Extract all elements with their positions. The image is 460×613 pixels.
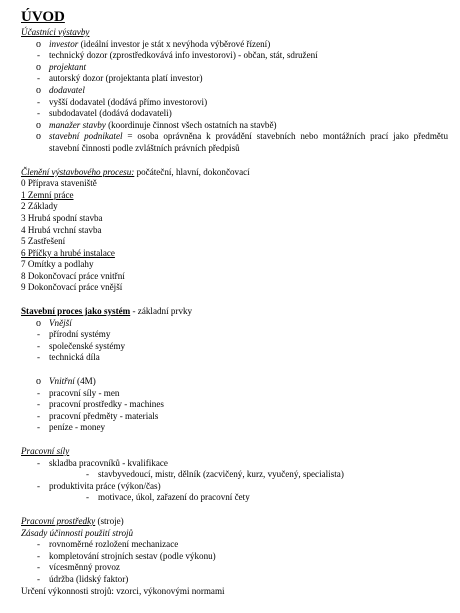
dash-marker: - <box>86 469 90 480</box>
term: manažer stavby <box>49 119 106 130</box>
dash-marker: - <box>37 340 41 351</box>
term: projektant <box>49 61 87 72</box>
phase-item: 8 Dokončovací práce vnitřní <box>21 270 125 281</box>
list-item <box>21 352 452 364</box>
bullet-marker: o <box>36 317 41 329</box>
item-text: technický dozor (zprostředkovává info investorovi) - občan, stát, sdružení <box>49 50 318 61</box>
heading-text: Členění výstavbového procesu: <box>21 166 135 177</box>
phase-item: 3 Hrubá spodní stavba <box>21 212 103 223</box>
phase-item: 6 Příčky a hrubé instalace <box>21 247 115 258</box>
heading-rest: počáteční, hlavní, dokončovací <box>134 166 250 177</box>
item-text: rovnoměrné rozložení mechanizace <box>49 539 179 550</box>
dash-marker: - <box>86 492 90 503</box>
list-item <box>21 62 452 74</box>
item-text: (ideální investor je stát x nevýhoda výběrové řízení) <box>78 38 271 49</box>
list-item <box>21 399 452 411</box>
list-item <box>21 318 452 330</box>
list-item <box>21 97 452 109</box>
bullet-marker: o <box>36 84 41 96</box>
dash-marker: - <box>37 422 41 433</box>
term: Vnitřní <box>49 376 75 387</box>
list-item <box>21 539 452 551</box>
section-heading-system <box>21 306 452 318</box>
item-text: kompletování strojních sestav (podle výkonu) <box>49 550 216 561</box>
dash-marker: - <box>37 550 41 561</box>
dash-marker: - <box>37 399 41 410</box>
bullet-marker: o <box>36 131 41 143</box>
page-title: ÚVOD <box>21 9 65 25</box>
item-text: (koordinuje činnost všech ostatních na stavbě) <box>105 119 277 130</box>
list-item <box>21 73 452 85</box>
heading-rest: - základní prvky <box>130 306 193 317</box>
item-text: pracovní předměty - materials <box>49 410 159 421</box>
term: dodavatel <box>49 84 85 95</box>
phase-item: 7 Omítky a podlahy <box>21 259 94 270</box>
list-item <box>21 388 452 400</box>
dash-marker: - <box>37 352 41 363</box>
dash-marker: - <box>37 50 41 61</box>
phase-item: 2 Základy <box>21 201 58 212</box>
spacer <box>21 155 452 167</box>
item-text: stavbyvedoucí, mistr, dělník (zacvičený, kurz, vyučený, specialista) <box>98 469 344 480</box>
item-text: vyšší dodavatel (dodává přímo investorovi) <box>49 96 208 107</box>
dash-marker: - <box>37 329 41 340</box>
section-heading-equipment <box>21 516 452 528</box>
dash-marker: - <box>37 108 41 119</box>
item-text: skladba pracovníků - kvalifikace <box>49 457 168 468</box>
list-item <box>21 422 452 434</box>
bullet-marker: o <box>36 61 41 73</box>
list-item <box>21 562 452 574</box>
item-text: peníze - money <box>49 422 106 433</box>
list-item <box>21 481 452 493</box>
list-item <box>21 85 452 97</box>
list-item <box>21 50 452 62</box>
item-text: produktivita práce (výkon/čas) <box>49 480 161 491</box>
spacer <box>21 294 452 306</box>
section-heading-workforce: Pracovní síly <box>21 446 70 456</box>
item-text: přírodní systémy <box>49 329 111 340</box>
item-text: pracovní síly - men <box>49 387 120 398</box>
item-text: (4M) <box>74 376 96 387</box>
dash-marker: - <box>37 480 41 491</box>
list-item <box>21 458 452 470</box>
list-item <box>21 329 452 341</box>
phase-item: 0 Příprava staveniště <box>21 178 97 189</box>
dash-marker: - <box>37 457 41 468</box>
item-text: autorský dozor (projektanta platí investor) <box>49 73 203 84</box>
list-subitem <box>21 469 452 481</box>
section-heading-participants: Účastníci výstavby <box>21 27 90 37</box>
spacer <box>21 504 452 516</box>
closing-line: Určení výkonnosti strojů: vzorci, výkonovými normami <box>21 585 225 596</box>
dash-marker: - <box>37 96 41 107</box>
dash-marker: - <box>37 387 41 398</box>
list-item <box>21 341 452 353</box>
item-text: subdodavatel (dodává dodavateli) <box>49 108 172 119</box>
phase-item: 4 Hrubá vrchní stavba <box>21 224 102 235</box>
dash-marker: - <box>37 539 41 550</box>
list-item <box>21 376 452 388</box>
list-item <box>21 574 452 586</box>
dash-marker: - <box>37 410 41 421</box>
dash-marker: - <box>37 73 41 84</box>
list-item <box>21 39 452 51</box>
heading-text: Pracovní prostředky <box>21 515 96 526</box>
item-text: společenské systémy <box>49 340 126 351</box>
heading-text: Stavební proces jako systém <box>21 306 131 317</box>
section-heading-process <box>21 167 452 179</box>
list-item <box>21 411 452 423</box>
spacer <box>21 364 452 376</box>
list-item <box>21 120 452 132</box>
dash-marker: - <box>37 573 41 584</box>
list-subitem <box>21 492 452 504</box>
list-item <box>21 108 452 120</box>
dash-marker: - <box>37 562 41 573</box>
phase-item: 9 Dokončovací práce vnější <box>21 282 123 293</box>
item-text: motivace, úkol, zařazení do pracovní čety <box>98 492 250 503</box>
bullet-marker: o <box>36 38 41 50</box>
list-item <box>21 551 452 563</box>
item-text: = osoba oprávněna k provádění stavebních nebo montážních prací jako předmětu stavební činnosti podle zvláštních právních předpisů <box>49 131 448 153</box>
item-text: vícesměnný provoz <box>49 562 120 573</box>
list-item <box>21 131 452 154</box>
term: Vnější <box>49 317 72 328</box>
bullet-marker: o <box>36 376 41 388</box>
item-text: technická díla <box>49 352 100 363</box>
phase-item: 5 Zastřešení <box>21 236 66 247</box>
spacer <box>21 434 452 446</box>
item-text: pracovní prostředky - machines <box>49 399 164 410</box>
term: stavební podnikatel <box>49 131 123 142</box>
heading-rest: (stroje) <box>95 515 124 526</box>
phase-item: 1 Zemní práce <box>21 189 74 200</box>
term: investor <box>49 38 79 49</box>
bullet-marker: o <box>36 119 41 131</box>
item-text: údržba (lidský faktor) <box>49 573 129 584</box>
subheading-efficiency: Zásady účinnosti použití strojů <box>21 527 134 538</box>
